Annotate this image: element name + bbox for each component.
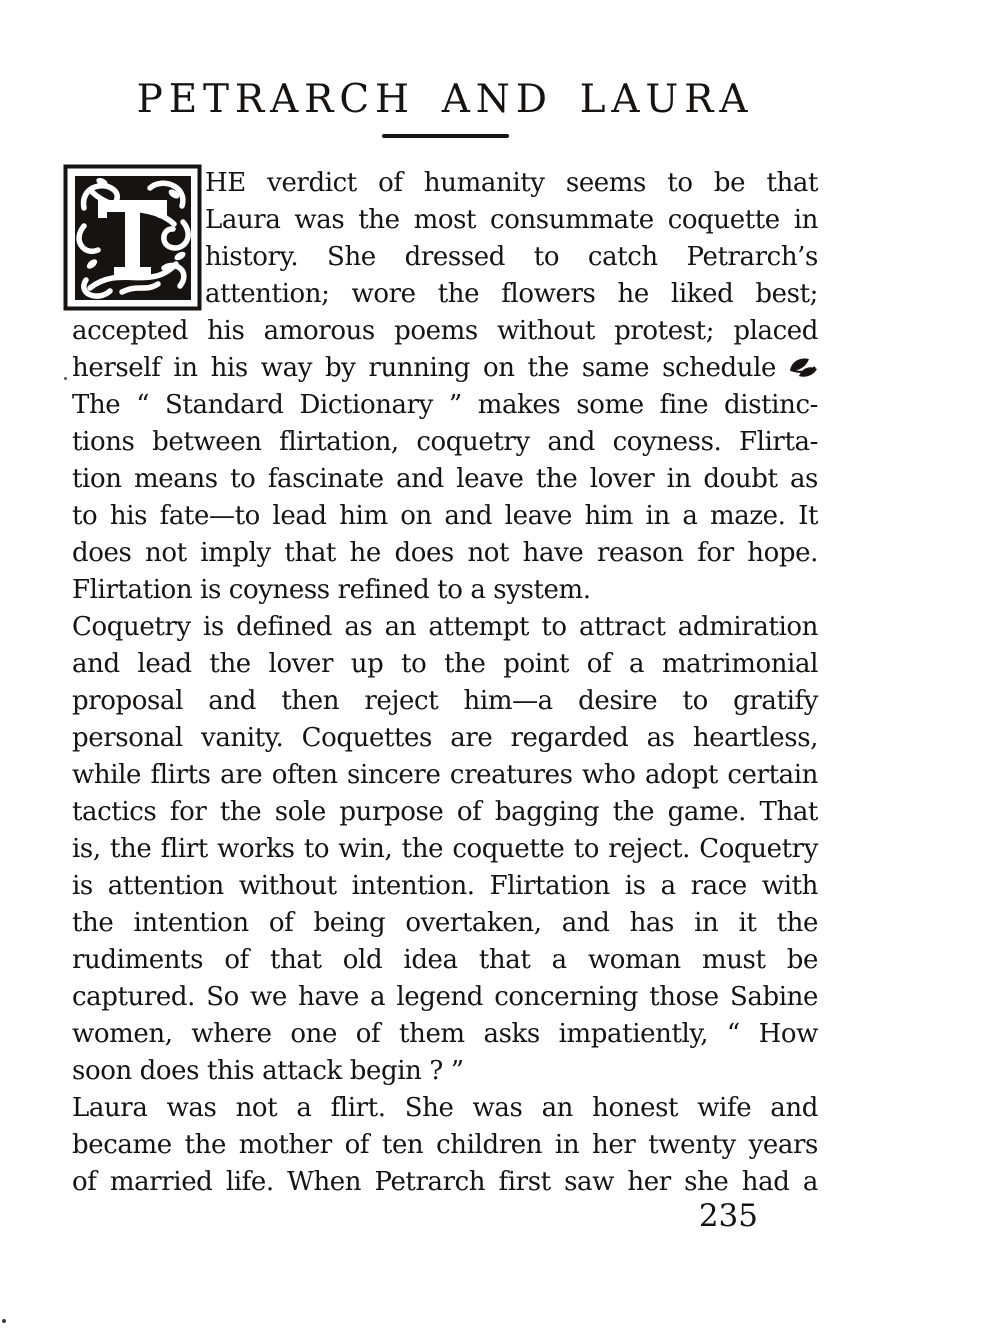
text-line: [72, 646, 818, 683]
text-line: [205, 165, 818, 202]
text-line-content: Flirtation is coyness refined to a system.: [72, 575, 591, 605]
text-line-content: The “ Standard Dictionary ” makes some fine distinc-: [72, 390, 818, 420]
text-line: [72, 424, 818, 461]
text-line: [72, 683, 818, 720]
text-line: [72, 1016, 818, 1053]
text-line-content: became the mother of ten children in her twenty years: [72, 1130, 818, 1160]
text-line: [72, 461, 818, 498]
text-line-content: soon does this attack begin ? ”: [72, 1056, 464, 1086]
text-line: [72, 535, 818, 572]
text-line-content: rudiments of that old idea that a woman must be: [72, 945, 818, 975]
text-line-content: to his fate—to lead him on and leave him in a maze. It: [72, 501, 818, 531]
text-line-content: proposal and then reject him—a desire to gratify: [72, 686, 818, 716]
text-line-content: women, where one of them asks impatiently, “ How: [72, 1019, 818, 1049]
text-line-content: Laura was not a flirt. She was an honest wife and: [72, 1093, 818, 1123]
text-line-content: Coquetry is defined as an attempt to attract admiration: [72, 612, 818, 642]
scan-artifact-dot: [64, 377, 67, 380]
fleuron-leaf-icon: [788, 355, 818, 379]
text-line-content: is attention without intention. Flirtation is a race with: [72, 871, 818, 901]
text-line: [72, 350, 818, 387]
text-line: [72, 313, 818, 350]
body-text: [72, 165, 818, 1201]
text-line: [72, 1053, 818, 1090]
text-line: [72, 720, 818, 757]
text-line-content: history. She dressed to catch Petrarch’s: [205, 242, 818, 272]
text-line: [72, 868, 818, 905]
page-number: 235: [698, 1198, 758, 1234]
text-line: [205, 202, 818, 239]
text-line: [72, 942, 818, 979]
text-line-content: HE verdict of humanity seems to be that: [205, 168, 818, 198]
text-line: [72, 1090, 818, 1127]
text-line-content: herself in his way by running on the same schedule: [72, 353, 776, 383]
text-line: [72, 572, 818, 609]
text-line-content: is, the flirt works to win, the coquette to reject. Coquetry: [72, 834, 818, 864]
text-line: [72, 757, 818, 794]
text-line-content: tactics for the sole purpose of bagging the game. That: [72, 797, 818, 827]
text-line: [72, 387, 818, 424]
text-line-content: tion means to fascinate and leave the lover in doubt as: [72, 464, 818, 494]
text-line-content: while flirts are often sincere creatures who adopt certain: [72, 760, 818, 790]
text-line-content: accepted his amorous poems without protest; placed: [72, 316, 818, 346]
page-title: PETRARCH AND LAURA: [136, 77, 754, 122]
text-line-content: and lead the lover up to the point of a matrimonial: [72, 649, 818, 679]
text-line-content: captured. So we have a legend concerning those Sabine: [72, 982, 818, 1012]
text-line: [205, 239, 818, 276]
text-line: [72, 979, 818, 1016]
text-line: [72, 831, 818, 868]
text-line-content: of married life. When Petrarch first saw her she had a: [72, 1167, 818, 1197]
title-divider-rule: [382, 134, 509, 138]
text-line-content: personal vanity. Coquettes are regarded as heartless,: [72, 723, 818, 753]
scan-artifact-dot: [2, 1319, 6, 1323]
text-line: [72, 794, 818, 831]
text-line-content: Laura was the most consummate coquette in: [205, 205, 818, 235]
text-line: [72, 498, 818, 535]
text-line-content: does not imply that he does not have reason for hope.: [72, 538, 818, 568]
text-line-content: tions between flirtation, coquetry and coyness. Flirta-: [72, 427, 818, 457]
text-line: [72, 1127, 818, 1164]
text-line-content: the intention of being overtaken, and has in it the: [72, 908, 818, 938]
text-line: [205, 276, 818, 313]
text-line: [72, 905, 818, 942]
text-line: [72, 1164, 818, 1201]
text-line-content: attention; wore the flowers he liked best;: [205, 279, 818, 309]
text-line: [72, 609, 818, 646]
